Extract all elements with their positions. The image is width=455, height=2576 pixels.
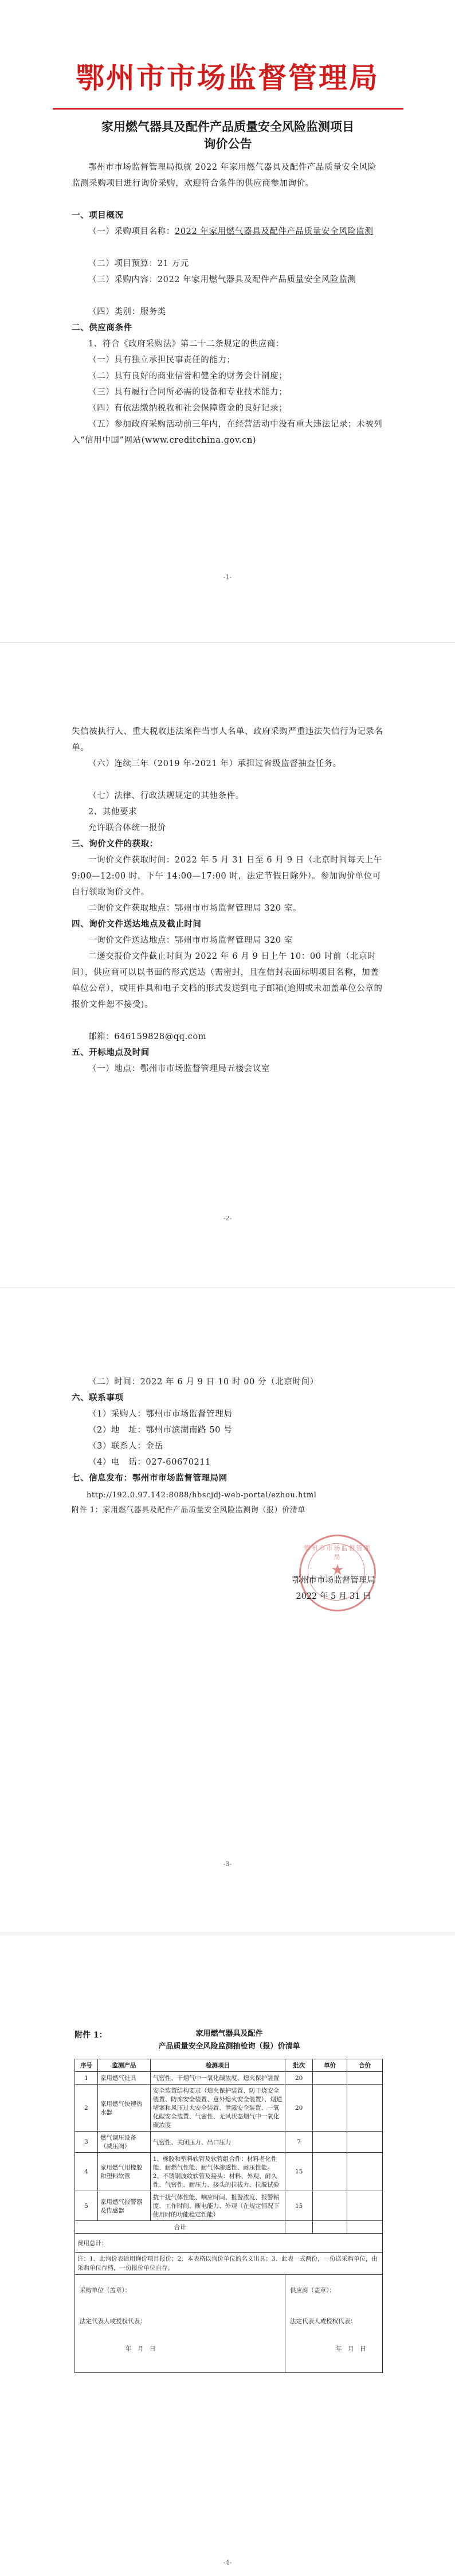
email: 邮箱：646159828@qq.com bbox=[88, 1032, 207, 1041]
table-row bbox=[75, 2085, 383, 2132]
condition-1: （一）具有独立承担民事责任的能力； bbox=[88, 356, 236, 365]
condition-7: （七）法律、行政法规规定的其他条件。 bbox=[88, 791, 244, 801]
condition-6: （六）连续三年（2019 年-2021 年）承担过省级监督抽查任务。 bbox=[88, 759, 342, 768]
section-2-heading: 二、供应商条件 bbox=[72, 323, 132, 333]
supplier-date: 年 月 日 bbox=[336, 2345, 366, 2352]
cell-total[interactable] bbox=[347, 2191, 383, 2221]
col-header: 检测项目 bbox=[150, 2059, 285, 2072]
opening-place: （一）地点：鄂州市市场监督管理局五楼会议室 bbox=[88, 1064, 270, 1074]
buyer-date: 年 月 日 bbox=[125, 2345, 156, 2352]
other-requirements: 2、其他要求 bbox=[88, 807, 138, 817]
cell-items: 安全装置结构要求（熄火保护装置、防干烧安全装置、防冻安全装置、意外熄火安全装置）、烟道堵塞和风压过大安全装置、泄露安全装置、一氧化碳安全装置、气密性、无风状态烟气中一氧化碳浓度 bbox=[150, 2085, 285, 2132]
cell-index: 1 bbox=[75, 2072, 98, 2085]
cell-unit-price[interactable] bbox=[313, 2085, 347, 2132]
section-6-heading: 六、联系事项 bbox=[72, 1393, 124, 1403]
supplier-seal-label: 供应商（盖章）： bbox=[290, 2287, 335, 2294]
table-row bbox=[75, 2153, 383, 2191]
opening-time: （二）时间：2022 年 6 月 9 日 10 时 00 分（北京时间） bbox=[88, 1377, 319, 1387]
annex-label: 附件 1： bbox=[74, 2031, 107, 2040]
cell-items: 抗干扰气体性能、响应时间、报警浓度、报警精度、工作时间、断电能力、外观（在规定情况下使用时的功能稳定性能） bbox=[150, 2191, 285, 2221]
total-amount[interactable] bbox=[347, 2221, 383, 2234]
page-number-2: -2- bbox=[223, 1215, 232, 1222]
website-url[interactable]: http://192.0.97.142:8088/hbscjdj-web-portal/ezhou.html bbox=[87, 1491, 317, 1500]
doc-title bbox=[72, 118, 384, 153]
intro-paragraph: 鄂州市市场监督管理局拟就 2022 年家用燃气器具及配件产品质量安全风险监测采购项目进行询价采购，欢迎符合条件的供应商参加询价。 bbox=[72, 163, 376, 188]
cell-unit-price[interactable] bbox=[313, 2072, 347, 2085]
cell-total[interactable] bbox=[347, 2072, 383, 2085]
fee-total-label: 费用总计： bbox=[75, 2234, 383, 2253]
total-row bbox=[75, 2221, 383, 2234]
cell-unit-price[interactable] bbox=[313, 2132, 347, 2153]
condition-2: （二）具有良好的商业信誉和健全的财务会计制度； bbox=[88, 372, 288, 381]
cell-index: 5 bbox=[75, 2191, 98, 2221]
condition-3: （三）具有履行合同所必需的设备和专业技术能力； bbox=[88, 388, 288, 397]
signature-org: 鄂州市市场监督管理局 bbox=[292, 1576, 375, 1585]
cell-batches: 7 bbox=[285, 2132, 313, 2153]
project-category: （四）类别：服务类 bbox=[88, 307, 166, 317]
project-name-value: 2022 年家用燃气器具及配件产品质量安全风险监测 bbox=[175, 227, 374, 236]
phone: （4）电 话：027-60670211 bbox=[88, 1458, 211, 1467]
cell-items: 1、橡胶和塑料软管及软管组合件：材料老化性能、耐燃气性能、耐气体渗透性、耐压性能。2、不锈钢波纹软管及接头：材料、外观、耐久性、气密性、耐压力、接头的拉拔力、拉脱试验 bbox=[150, 2153, 285, 2191]
condition-5: （五）参加政府采购活动前三年内，在经营活动中没有重大违法记录；未被列入“信用中国”网站(www.creditchina.gov.cn) bbox=[72, 420, 383, 445]
supplier-sign-cell bbox=[285, 2275, 383, 2373]
org-title: 鄂州市市场监督管理局 bbox=[76, 61, 379, 95]
table-note: 注：1、此询价表适用询价项目报价；2、本表格以询价单位的名义出具；3、此表一式两份，一份送采购单位，由采购单位存档，一份报价单位自存。 bbox=[75, 2253, 383, 2275]
page-number-1: -1- bbox=[223, 573, 232, 581]
cell-index: 2 bbox=[75, 2085, 98, 2132]
attachment-note: 附件 1：家用燃气器具及配件产品质量安全风险监测询（报）价清单 bbox=[72, 1506, 306, 1515]
project-budget: （二）项目预算：21 万元 bbox=[88, 259, 189, 268]
cell-total[interactable] bbox=[347, 2085, 383, 2132]
consortium-note: 允许联合体统一报价 bbox=[88, 823, 166, 833]
cell-batches: 15 bbox=[285, 2153, 313, 2191]
conditions-lead: 1、符合《政府采购法》第二十二条规定的供应商： bbox=[88, 339, 285, 349]
doc-title-line1: 家用燃气器具及配件产品质量安全风险监测项目 bbox=[101, 119, 354, 134]
total-batches bbox=[285, 2221, 313, 2234]
doc-get-time: 一询价文件获取时间：2022 年 5 月 31 日至 6 月 9 日（北京时间每天上午 9:00—12:00 时，下午 14:00—17:00 时，法定节假日除外）。参加询价单位可自行领取询价文件。 bbox=[72, 856, 382, 897]
project-name bbox=[72, 224, 384, 240]
page-divider bbox=[0, 642, 455, 643]
col-header: 合价 bbox=[347, 2059, 383, 2072]
buyer-seal-label: 采购单位（盖章）： bbox=[80, 2287, 131, 2294]
doc-send-deadline: 二递交报价文件截止时间为 2022 年 6 月 9 日上午 10：00 时前（北京时间），供应商可以以书面的形式送达（需密封，且在信封表面标明项目名称，加盖单位公章），或用件具和电子文档的形式发送到电子邮箱(逾期或未加盖单位公章的报价文件恕不接受)。 bbox=[72, 952, 383, 1009]
table-header-row bbox=[75, 2059, 383, 2072]
cell-total[interactable] bbox=[347, 2153, 383, 2191]
annex-title-line1: 家用燃气器具及配件 bbox=[195, 2029, 263, 2038]
buyer-legal-rep: 法定代表人或授权代表： bbox=[80, 2318, 146, 2325]
cell-batches: 20 bbox=[285, 2072, 313, 2085]
buyer: （1）采购人：鄂州市市场监督管理局 bbox=[88, 1410, 233, 1419]
col-header: 单价 bbox=[313, 2059, 347, 2072]
red-rule bbox=[53, 108, 403, 110]
cell-product: 燃气调压设备（减压阀） bbox=[97, 2132, 150, 2153]
table-row bbox=[75, 2132, 383, 2153]
total-label: 合计 bbox=[75, 2221, 285, 2234]
cell-items: 气密性、关闭压力、出口压力 bbox=[150, 2132, 285, 2153]
page-number-4: -4- bbox=[223, 2559, 232, 2566]
cell-product: 家用燃气用橡胶和塑料软管 bbox=[97, 2153, 150, 2191]
page-number-3: -3- bbox=[223, 1860, 232, 1868]
doc-send-place: 一询价文件送达地点：鄂州市市场监督管理局 320 室 bbox=[88, 936, 293, 945]
cell-batches: 15 bbox=[285, 2191, 313, 2221]
cell-product: 家用燃气报警器及传感器 bbox=[97, 2191, 150, 2221]
note-row bbox=[75, 2253, 383, 2275]
project-content: （三）采购内容：2022 年家用燃气器具及配件产品质量安全风险监测 bbox=[88, 275, 356, 284]
contact-person: （3）联系人：金岳 bbox=[88, 1442, 163, 1451]
cell-product: 家用燃气灶具 bbox=[97, 2072, 150, 2085]
doc-title-line2: 询价公告 bbox=[203, 136, 252, 151]
section-7-heading: 七、信息发布：鄂州市市场监督管理局网 bbox=[72, 1473, 227, 1483]
seal-star-icon: ★ bbox=[331, 1562, 344, 1579]
signature-row bbox=[75, 2275, 383, 2373]
signature-date: 2022 年 5 月 31 日 bbox=[296, 1592, 371, 1601]
cell-unit-price[interactable] bbox=[313, 2191, 347, 2221]
cell-unit-price[interactable] bbox=[313, 2153, 347, 2191]
condition-4: （四）有依法缴纳税收和社会保障资金的良好记录； bbox=[88, 404, 288, 413]
section-3-heading: 三、询价文件的获取： bbox=[72, 839, 158, 849]
buyer-sign-cell bbox=[75, 2275, 285, 2373]
col-header: 监测产品 bbox=[97, 2059, 150, 2072]
cell-total[interactable] bbox=[347, 2132, 383, 2153]
seal-text: 鄂州市市场监督管理局 bbox=[304, 1544, 371, 1561]
total-unit bbox=[313, 2221, 347, 2234]
cell-index: 3 bbox=[75, 2132, 98, 2153]
cell-product: 家用燃气快速热水器 bbox=[97, 2085, 150, 2132]
col-header: 批次 bbox=[285, 2059, 313, 2072]
annex-title-line2: 产品质量安全风险监测抽检询（报）价清单 bbox=[158, 2042, 300, 2051]
table-row bbox=[75, 2191, 383, 2221]
quote-table bbox=[74, 2059, 383, 2373]
section-4-heading: 四、询价文件送达地点及截止时间 bbox=[72, 919, 202, 929]
col-header: 序号 bbox=[75, 2059, 98, 2072]
section-5-heading: 五、开标地点及时间 bbox=[72, 1048, 150, 1057]
project-name-label: （一）采购项目名称： bbox=[88, 227, 175, 236]
annex-title bbox=[74, 2028, 384, 2053]
section-1-heading: 一、项目概况 bbox=[72, 210, 124, 220]
doc-get-place: 二询价文件获取地点：鄂州市市场监督管理局 320 室。 bbox=[88, 904, 302, 913]
address: （2）地 址：鄂州市滨湖南路 50 号 bbox=[88, 1426, 233, 1435]
cell-batches: 20 bbox=[285, 2085, 313, 2132]
cell-index: 4 bbox=[75, 2153, 98, 2191]
fee-row bbox=[75, 2234, 383, 2253]
table-row bbox=[75, 2072, 383, 2085]
cell-items: 气密性、干烟气中一氧化碳浓度、熄火保护装置 bbox=[150, 2072, 285, 2085]
supplier-legal-rep: 法定代表人或授权代表： bbox=[290, 2318, 356, 2325]
condition-5-cont: 失信被执行人、重大税收违法案件当事人名单、政府采购严重违法失信行为记录名单。 bbox=[72, 727, 383, 752]
